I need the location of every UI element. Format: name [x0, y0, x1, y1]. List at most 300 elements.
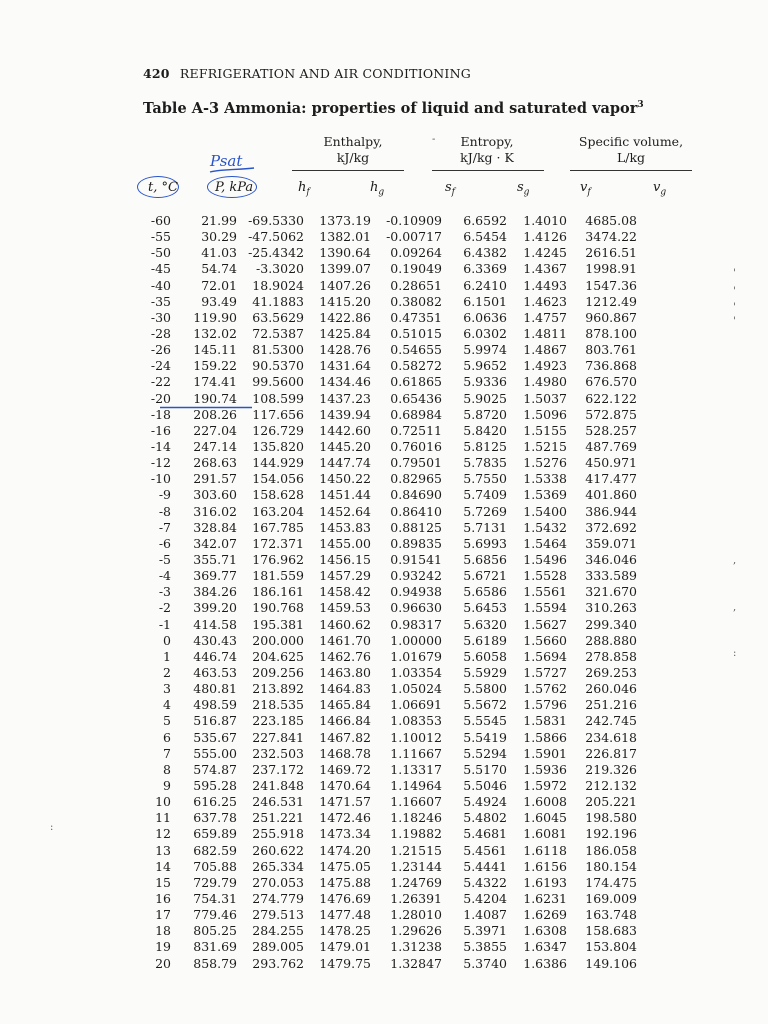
cell-temperature: 17	[155, 907, 171, 923]
cell-sg: 5.5419	[463, 729, 507, 745]
cell-vg: 242.745	[585, 713, 637, 729]
cell-sg: 5.5929	[463, 665, 507, 680]
cell-pressure: 145.11	[193, 342, 237, 358]
cell-vf: 1.6118	[523, 842, 567, 858]
cell-hg: 1471.57	[319, 794, 371, 810]
sg-subscript: g	[523, 187, 530, 198]
cell-vf: 1.6231	[523, 890, 567, 906]
handwritten-psat-text: Psat	[210, 152, 243, 170]
cell-temperature: -1	[158, 616, 171, 632]
table-row	[143, 374, 637, 390]
vg-subscript: g	[660, 187, 667, 198]
cell-vg: 149.106	[585, 955, 637, 971]
cell-hg: 1465.84	[319, 697, 371, 713]
table-caption-footnote: 3	[637, 100, 644, 111]
cell-temperature: -5	[158, 552, 171, 568]
cell-vg: 219.326	[585, 761, 637, 777]
cell-sf: 0.86410	[390, 503, 442, 519]
cell-sg: 5.8720	[463, 406, 507, 422]
cell-temperature: -28	[150, 326, 171, 342]
cell-sf: 0.58272	[390, 358, 442, 374]
cell-sf: 0.28651	[390, 277, 442, 293]
cell-sf: 0.09264	[390, 245, 442, 261]
cell-vg: 158.683	[585, 923, 637, 939]
cell-vg: 174.475	[585, 874, 637, 890]
cell-hg: 1474.20	[319, 842, 371, 858]
cell-hg: 1458.42	[319, 584, 371, 600]
table-row	[143, 213, 637, 229]
cell-temperature: -12	[150, 455, 171, 471]
col-header-vg	[653, 180, 666, 198]
table-row	[143, 955, 637, 971]
cell-temperature: 18	[155, 923, 171, 939]
cell-temperature: -20	[150, 390, 171, 406]
cell-vg: 676.570	[585, 374, 637, 390]
table-row	[143, 859, 637, 875]
table-row	[143, 907, 637, 923]
cell-hg: 1452.64	[319, 503, 371, 519]
cell-temperature: -35	[150, 293, 171, 309]
cell-sg: 5.7409	[463, 487, 507, 503]
table-row	[143, 778, 637, 794]
cell-temperature: -26	[150, 342, 171, 358]
cell-hg: 1468.78	[319, 745, 371, 761]
table-row	[143, 487, 637, 503]
cell-vg: 198.580	[585, 810, 637, 826]
enthalpy-rule	[292, 170, 404, 171]
cell-sg: 5.3740	[463, 955, 507, 971]
cell-hg: 1470.64	[319, 777, 371, 793]
cell-sg: 5.5545	[463, 713, 507, 729]
cell-hg: 1428.76	[319, 342, 371, 358]
table-row	[143, 568, 637, 584]
cell-vg: 2616.51	[585, 245, 637, 261]
table-row	[143, 697, 637, 713]
cell-sf: -0.10909	[386, 213, 442, 229]
cell-hf: 172.371	[252, 535, 304, 551]
cell-pressure: 616.25	[193, 794, 237, 810]
cell-sf: 0.72511	[390, 422, 442, 438]
cell-sg: 5.4322	[463, 874, 507, 890]
cell-vf: 1.6269	[523, 907, 567, 923]
cell-temperature: 6	[163, 729, 171, 745]
cell-pressure: 705.88	[193, 858, 237, 874]
cell-vf: 1.5762	[523, 681, 567, 697]
cell-vf: 1.4923	[523, 358, 567, 374]
cell-hf: 209.256	[252, 665, 304, 680]
cell-vf: 1.5528	[523, 568, 567, 584]
cell-sg: 5.5170	[463, 761, 507, 777]
cell-sg: 5.4681	[463, 826, 507, 842]
table-row	[143, 278, 637, 294]
cell-hf: -25.4342	[248, 245, 304, 261]
cell-pressure: 805.25	[193, 923, 237, 939]
table-row	[143, 633, 637, 649]
table-row	[143, 391, 637, 407]
cell-hf: 108.599	[252, 390, 304, 406]
cell-sg: 6.4382	[463, 245, 507, 261]
table-row	[143, 261, 637, 277]
cell-hg: 1434.46	[319, 374, 371, 390]
cell-temperature: 9	[163, 777, 171, 793]
cell-pressure: 754.31	[193, 890, 237, 906]
cell-vf: 1.5796	[523, 697, 567, 713]
cell-sg: 5.9025	[463, 390, 507, 406]
cell-vg: 1212.49	[585, 293, 637, 309]
margin-mark: '	[733, 316, 736, 327]
cell-sg: 5.6058	[463, 648, 507, 664]
cell-sg: 5.9652	[463, 358, 507, 374]
cell-sg: 5.9336	[463, 374, 507, 390]
table-row	[143, 407, 637, 423]
vg-symbol: v	[653, 180, 661, 195]
table-row	[143, 455, 637, 471]
cell-temperature: 7	[163, 745, 171, 761]
cell-vg: 736.868	[585, 358, 637, 374]
cell-vg: 269.253	[585, 665, 637, 680]
cell-temperature: 3	[163, 681, 171, 697]
table-body	[143, 213, 637, 972]
cell-vf: 1.6081	[523, 826, 567, 842]
cell-sf: 0.19049	[390, 261, 442, 277]
cell-pressure: 247.14	[193, 439, 237, 455]
cell-hf: 144.929	[252, 455, 304, 471]
cell-vf: 1.4811	[523, 326, 567, 342]
cell-hg: 1373.19	[319, 213, 371, 229]
cell-hf: 232.503	[252, 745, 304, 761]
table-row	[143, 326, 637, 342]
cell-vg: 205.221	[585, 794, 637, 810]
cell-vf: 1.5901	[523, 745, 567, 761]
cell-hg: 1475.05	[319, 858, 371, 874]
cell-hg: 1479.01	[319, 939, 371, 955]
cell-hg: 1464.83	[319, 681, 371, 697]
cell-pressure: 574.87	[193, 761, 237, 777]
cell-sg: 5.7131	[463, 519, 507, 535]
table-row	[143, 923, 637, 939]
cell-pressure: 858.79	[193, 955, 237, 971]
cell-hf: 195.381	[252, 616, 304, 632]
cell-vf: 1.4867	[523, 342, 567, 358]
cell-hf: 204.625	[252, 648, 304, 664]
table-row	[143, 504, 637, 520]
cell-pressure: 303.60	[193, 487, 237, 503]
cell-hf: 18.9024	[252, 277, 304, 293]
cell-hf: 293.762	[252, 955, 304, 971]
cell-temperature: 10	[155, 794, 171, 810]
cell-hf: 181.559	[252, 568, 304, 584]
cell-hf: 126.729	[252, 422, 304, 438]
cell-vf: 1.4623	[523, 293, 567, 309]
cell-vg: 803.761	[585, 342, 637, 358]
table-row	[143, 536, 637, 552]
table-row	[143, 810, 637, 826]
cell-hg: 1460.62	[319, 616, 371, 632]
cell-hg: 1473.34	[319, 826, 371, 842]
cell-sg: 5.7550	[463, 471, 507, 487]
cell-sg: 5.6189	[463, 632, 507, 648]
cell-sg: 6.6592	[463, 213, 507, 229]
table-caption-text: Table A-3 Ammonia: properties of liquid and saturated vapor	[143, 100, 638, 117]
cell-sg: 5.6721	[463, 568, 507, 584]
cell-vg: 386.944	[585, 503, 637, 519]
cell-hg: 1469.72	[319, 761, 371, 777]
table-row	[143, 229, 637, 245]
cell-vf: 1.6308	[523, 923, 567, 939]
cell-pressure: 119.90	[193, 309, 237, 325]
cell-vf: 1.4010	[523, 213, 567, 229]
cell-vg: 169.009	[585, 890, 637, 906]
cell-sg: 5.8125	[463, 439, 507, 455]
cell-vf: 1.5727	[523, 665, 567, 680]
cell-sf: 1.06691	[390, 697, 442, 713]
cell-hg: 1466.84	[319, 713, 371, 729]
cell-temperature: 16	[155, 890, 171, 906]
table-row	[143, 826, 637, 842]
cell-temperature: 15	[155, 874, 171, 890]
margin-mark: ,	[733, 602, 737, 613]
cell-sg: 5.6320	[463, 616, 507, 632]
cell-temperature: -8	[158, 503, 171, 519]
cell-vf: 1.6347	[523, 939, 567, 955]
cell-sf: 1.29626	[390, 923, 442, 939]
cell-hg: 1415.20	[319, 293, 371, 309]
margin-mark: '	[733, 302, 736, 313]
cell-pressure: 446.74	[193, 648, 237, 664]
cell-pressure: 291.57	[193, 471, 237, 487]
cell-sf: 1.03354	[390, 665, 442, 680]
col-header-sg	[517, 180, 529, 198]
cell-sf: 0.51015	[390, 326, 442, 342]
cell-vg: 321.670	[585, 584, 637, 600]
cell-hg: 1445.20	[319, 439, 371, 455]
table-row	[143, 358, 637, 374]
cell-sg: 6.2410	[463, 277, 507, 293]
cell-hg: 1425.84	[319, 326, 371, 342]
cell-sg: 5.6453	[463, 600, 507, 616]
cell-hf: 90.5370	[252, 358, 304, 374]
cell-temperature: -18	[150, 406, 171, 422]
cell-sg: 6.5454	[463, 229, 507, 245]
col-header-vf	[580, 180, 591, 198]
cell-vg: 3474.22	[585, 229, 637, 245]
cell-hg: 1390.64	[319, 245, 371, 261]
cell-pressure: 21.99	[201, 213, 237, 229]
cell-vf: 1.5276	[523, 455, 567, 471]
cell-sf: -0.00717	[386, 229, 442, 245]
cell-temperature: -50	[150, 245, 171, 261]
enthalpy-unit: kJ/kg	[336, 150, 370, 165]
table-row	[143, 681, 637, 697]
cell-sf: 0.84690	[390, 487, 442, 503]
cell-temperature: -22	[150, 374, 171, 390]
cell-pressure: 463.53	[193, 665, 237, 680]
cell-pressure: 41.03	[201, 245, 237, 261]
cell-hf: 223.185	[252, 713, 304, 729]
cell-hg: 1442.60	[319, 422, 371, 438]
cell-pressure: 637.78	[193, 810, 237, 826]
cell-sf: 0.65436	[390, 390, 442, 406]
cell-hf: 200.000	[252, 632, 304, 648]
table-row	[143, 245, 637, 261]
cell-pressure: 268.63	[193, 455, 237, 471]
cell-vf: 1.5496	[523, 552, 567, 568]
cell-sf: 0.76016	[390, 439, 442, 455]
cell-temperature: -10	[150, 471, 171, 487]
hf-symbol: h	[298, 180, 307, 195]
cell-vg: 153.804	[585, 939, 637, 955]
cell-pressure: 93.49	[201, 293, 237, 309]
cell-hg: 1457.29	[319, 568, 371, 584]
cell-vf: 1.5561	[523, 584, 567, 600]
cell-sg: 5.7835	[463, 455, 507, 471]
cell-hf: -47.5062	[248, 229, 304, 245]
table-row	[143, 600, 637, 616]
cell-temperature: 1	[163, 648, 171, 664]
cell-vf: 1.5369	[523, 487, 567, 503]
cell-vg: 278.858	[585, 648, 637, 664]
cell-sg: 1.4087	[463, 907, 507, 923]
cell-temperature: 19	[155, 939, 171, 955]
entropy-label: Entropy,	[460, 134, 514, 149]
cell-hg: 1476.69	[319, 890, 371, 906]
cell-vf: 1.6008	[523, 794, 567, 810]
cell-hf: 81.5300	[252, 342, 304, 358]
cell-vf: 1.4757	[523, 309, 567, 325]
cell-pressure: 190.74	[193, 390, 237, 406]
cell-sg: 5.6586	[463, 584, 507, 600]
cell-vg: 1998.91	[585, 261, 637, 277]
cell-sf: 1.21515	[390, 842, 442, 858]
cell-temperature: -40	[150, 277, 171, 293]
cell-pressure: 498.59	[193, 697, 237, 713]
cell-pressure: 430.43	[193, 632, 237, 648]
col-header-hf	[298, 180, 310, 198]
table-row	[143, 520, 637, 536]
cell-sf: 1.05024	[390, 681, 442, 697]
handwritten-underline	[160, 406, 252, 409]
table-row	[143, 617, 637, 633]
cell-vf: 1.5215	[523, 439, 567, 455]
cell-hf: 289.005	[252, 939, 304, 955]
cell-pressure: 480.81	[193, 681, 237, 697]
cell-hf: 227.841	[252, 729, 304, 745]
cell-hg: 1467.82	[319, 729, 371, 745]
cell-temperature: 13	[155, 842, 171, 858]
cell-hg: 1477.48	[319, 907, 371, 923]
cell-hf: -69.5330	[248, 213, 304, 229]
cell-pressure: 369.77	[193, 568, 237, 584]
cell-vg: 359.071	[585, 535, 637, 551]
cell-hf: 72.5387	[252, 326, 304, 342]
cell-sf: 0.47351	[390, 309, 442, 325]
cell-hg: 1437.23	[319, 390, 371, 406]
cell-pressure: 355.71	[193, 552, 237, 568]
cell-pressure: 159.22	[193, 358, 237, 374]
margin-mark: '	[733, 268, 736, 279]
cell-hg: 1422.86	[319, 309, 371, 325]
cell-vf: 1.4980	[523, 374, 567, 390]
cell-vg: 372.692	[585, 519, 637, 535]
cell-pressure: 342.07	[193, 535, 237, 551]
cell-temperature: 2	[163, 665, 171, 680]
cell-hf: 284.255	[252, 923, 304, 939]
cell-vf: 1.5972	[523, 777, 567, 793]
cell-pressure: 399.20	[193, 600, 237, 616]
cell-vf: 1.5866	[523, 729, 567, 745]
cell-vg: 251.216	[585, 697, 637, 713]
table-row	[143, 584, 637, 600]
stray-dash-mark: -	[432, 134, 436, 145]
cell-pressure: 682.59	[193, 842, 237, 858]
cell-vf: 1.4126	[523, 229, 567, 245]
cell-vg: 401.860	[585, 487, 637, 503]
table-row	[143, 730, 637, 746]
volume-label: Specific volume,	[578, 134, 684, 149]
cell-hg: 1447.74	[319, 455, 371, 471]
hg-symbol: h	[370, 180, 379, 195]
cell-sf: 1.24769	[390, 874, 442, 890]
cell-sf: 1.28010	[390, 907, 442, 923]
cell-hg: 1399.07	[319, 261, 371, 277]
cell-sf: 1.18246	[390, 810, 442, 826]
cell-vg: 299.340	[585, 616, 637, 632]
sf-symbol: s	[445, 180, 452, 195]
cell-sf: 1.32847	[390, 955, 442, 971]
cell-hf: 270.053	[252, 874, 304, 890]
cell-temperature: -9	[158, 487, 171, 503]
cell-temperature: 11	[155, 810, 171, 826]
cell-vf: 1.5464	[523, 535, 567, 551]
volume-unit: L/kg	[616, 150, 646, 165]
cell-temperature: -3	[158, 584, 171, 600]
cell-vg: 163.748	[585, 907, 637, 923]
margin-mark: '	[733, 286, 736, 297]
volume-group-header	[572, 134, 690, 166]
cell-sg: 5.5294	[463, 745, 507, 761]
cell-hg: 1478.25	[319, 923, 371, 939]
cell-pressure: 72.01	[201, 277, 237, 293]
cell-hg: 1453.83	[319, 519, 371, 535]
cell-temperature: -4	[158, 568, 171, 584]
cell-pressure: 174.41	[193, 374, 237, 390]
cell-vg: 1547.36	[585, 277, 637, 293]
cell-sf: 0.94938	[390, 584, 442, 600]
cell-sg: 5.4441	[463, 858, 507, 874]
cell-temperature: 5	[163, 713, 171, 729]
cell-hg: 1407.26	[319, 277, 371, 293]
cell-sg: 5.3971	[463, 923, 507, 939]
cell-sg: 5.4802	[463, 810, 507, 826]
cell-sg: 5.8420	[463, 422, 507, 438]
cell-sg: 5.5800	[463, 681, 507, 697]
cell-hf: 135.820	[252, 439, 304, 455]
cell-hg: 1455.00	[319, 535, 371, 551]
cell-vg: 487.769	[585, 439, 637, 455]
ammonia-properties-table	[143, 213, 637, 972]
table-row	[143, 713, 637, 729]
sg-symbol: s	[517, 180, 524, 195]
cell-temperature: -24	[150, 358, 171, 374]
margin-mark: :	[50, 822, 54, 833]
cell-sf: 1.26391	[390, 890, 442, 906]
sf-subscript: f	[451, 187, 456, 198]
cell-sf: 0.91541	[390, 552, 442, 568]
cell-pressure: 316.02	[193, 503, 237, 519]
cell-pressure: 831.69	[193, 939, 237, 955]
cell-sg: 5.4561	[463, 842, 507, 858]
cell-temperature: -2	[158, 600, 171, 616]
